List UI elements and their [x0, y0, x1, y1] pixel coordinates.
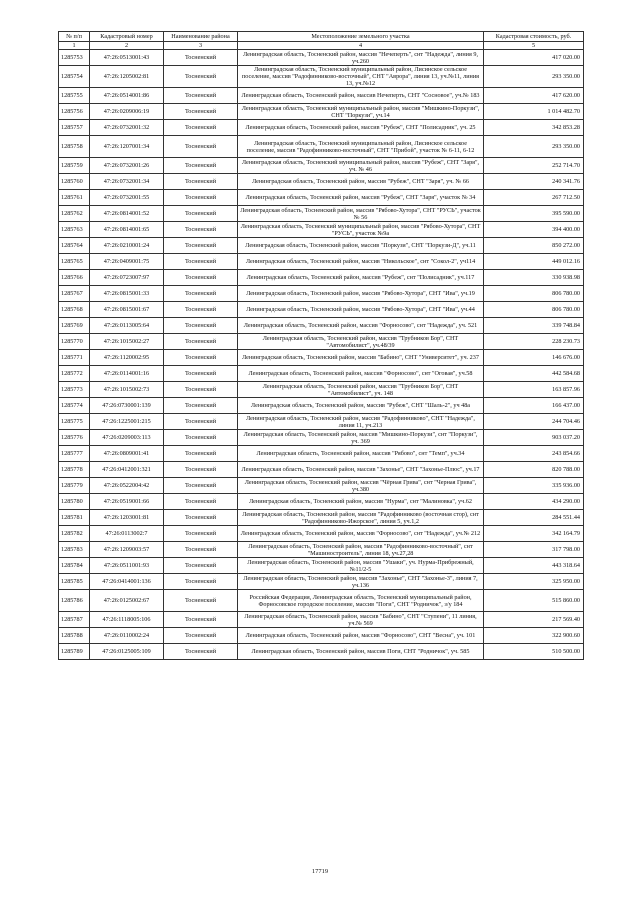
cadastral-number-cell: 47:26:1118005:106 [90, 612, 164, 628]
row-number-cell: 1285769 [59, 318, 90, 334]
cadastral-number-cell: 47:26:0113002:7 [90, 526, 164, 542]
location-cell: Ленинградская область, Тосненский район, массив "Рябово-Хутора", СНТ "Ива", уч.19 [238, 286, 484, 302]
row-number-cell: 1285789 [59, 644, 90, 660]
row-number-cell: 1285756 [59, 104, 90, 120]
table-row [59, 414, 584, 430]
cadastral-value-cell: 806 780.00 [484, 302, 584, 318]
header-cadastral-value: Кадастровая стоимость, руб. [484, 32, 584, 42]
cadastral-number-cell: 47:26:0110002:24 [90, 628, 164, 644]
location-cell: Ленинградская область, Тосненский район, массив "Мишкино-Поркузи", снт "Поркузи", уч. 369 [238, 430, 484, 446]
cadastral-value-cell: 166 437.00 [484, 398, 584, 414]
cadastral-value-cell: 267 712.50 [484, 190, 584, 206]
table-row [59, 136, 584, 158]
cadastral-value-cell: 330 938.98 [484, 270, 584, 286]
district-cell: Тосненский [164, 302, 238, 318]
cadastral-value-cell: 342 853.28 [484, 120, 584, 136]
cadastral-value-cell: 510 500.00 [484, 644, 584, 660]
location-cell: Ленинградская область, Тосненский район, массив "Бабино", СНТ "Ступени", 11 линия, уч.№ 569 [238, 612, 484, 628]
table-body [59, 50, 584, 660]
cadastral-number-cell: 47:26:0732001:26 [90, 158, 164, 174]
cadastral-number-cell: 47:26:0522004:42 [90, 478, 164, 494]
row-number-cell: 1285782 [59, 526, 90, 542]
header-district: Наименование района [164, 32, 238, 42]
location-cell: Ленинградская область, Тосненский район, массив "Ушаки", уч. Нурма-Прибрежный, №11/2-5 [238, 558, 484, 574]
cadastral-number-cell: 47:26:1207001:34 [90, 136, 164, 158]
location-cell: Ленинградская область, Тосненский район, массив "Рубеж", СНТ "Заря", уч. № 66 [238, 174, 484, 190]
cadastral-number-cell: 47:26:0125002:67 [90, 590, 164, 612]
column-number: 3 [164, 42, 238, 50]
table-row [59, 494, 584, 510]
cadastral-value-cell: 903 037.20 [484, 430, 584, 446]
cadastral-number-cell: 47:26:1015002:73 [90, 382, 164, 398]
district-cell: Тосненский [164, 206, 238, 222]
district-cell: Тосненский [164, 158, 238, 174]
location-cell: Ленинградская область, Тосненский район, массив "Рубеж", СНТ "Заря", участок № 34 [238, 190, 484, 206]
location-cell: Ленинградская область, Тосненский район, массив "Никольское", снт "Сокол-2", уч114 [238, 254, 484, 270]
table-row [59, 612, 584, 628]
cadastral-number-cell: 47:26:0809001:41 [90, 446, 164, 462]
cadastral-value-cell: 146 676.00 [484, 350, 584, 366]
district-cell: Тосненский [164, 66, 238, 88]
location-cell: Ленинградская область, Тосненский район, массив "Нечеперть", снт "Надежда", линия 9, уч.260 [238, 50, 484, 66]
table-row [59, 222, 584, 238]
table-row [59, 510, 584, 526]
district-cell: Тосненский [164, 430, 238, 446]
district-cell: Тосненский [164, 238, 238, 254]
table-row [59, 302, 584, 318]
column-number: 4 [238, 42, 484, 50]
cadastral-number-cell: 47:26:1015002:27 [90, 334, 164, 350]
column-number: 1 [59, 42, 90, 50]
table-row [59, 590, 584, 612]
location-cell: Ленинградская область, Тосненский район, массив "Нурма", снт "Малиновка", уч.62 [238, 494, 484, 510]
column-number-row [59, 42, 584, 50]
cadastral-number-cell: 47:26:1205002:81 [90, 66, 164, 88]
row-number-cell: 1285770 [59, 334, 90, 350]
cadastral-value-cell: 395 590.00 [484, 206, 584, 222]
location-cell: Ленинградская область, Тосненский район, массив "Трубников Бор", СНТ "Автомобилист", уч.48/39 [238, 334, 484, 350]
cadastral-number-cell: 47:26:0209006:19 [90, 104, 164, 120]
location-cell: Ленинградская область, Тосненский район, массив "Рябово-Хутора", СНТ "РУСЬ", участок № 56 [238, 206, 484, 222]
district-cell: Тосненский [164, 382, 238, 398]
district-cell: Тосненский [164, 510, 238, 526]
district-cell: Тосненский [164, 414, 238, 430]
location-cell: Ленинградская область, Тосненский муниципальный район, массив "Мишкино-Поркузи", СНТ "Поркузи", уч.14 [238, 104, 484, 120]
cadastral-number-cell: 47:26:0513001:43 [90, 50, 164, 66]
district-cell: Тосненский [164, 574, 238, 590]
district-cell: Тосненский [164, 190, 238, 206]
table-row [59, 238, 584, 254]
header-location: Местоположение земельного участка [238, 32, 484, 42]
cadastral-value-cell: 417 620.00 [484, 88, 584, 104]
district-cell: Тосненский [164, 270, 238, 286]
cadastral-value-cell: 217 569.40 [484, 612, 584, 628]
cadastral-number-cell: 47:26:0210001:24 [90, 238, 164, 254]
row-number-cell: 1285772 [59, 366, 90, 382]
table-row [59, 350, 584, 366]
cadastral-value-cell: 325 950.00 [484, 574, 584, 590]
table-row [59, 558, 584, 574]
row-number-cell: 1285775 [59, 414, 90, 430]
cadastral-value-cell: 1 014 482.70 [484, 104, 584, 120]
district-cell: Тосненский [164, 542, 238, 558]
district-cell: Тосненский [164, 398, 238, 414]
cadastral-value-cell: 820 788.00 [484, 462, 584, 478]
location-cell: Ленинградская область, Тосненский муниципальный район, Лисинское сельское поселение, массив "Радофинниково-восточный", СНТ "Аврора", линия 13, уч.№11, линия 13, уч.№12 [238, 66, 484, 88]
district-cell: Тосненский [164, 222, 238, 238]
cadastral-number-cell: 47:26:0519001:66 [90, 494, 164, 510]
table-row [59, 174, 584, 190]
cadastral-number-cell: 47:26:0732001:55 [90, 190, 164, 206]
cadastral-number-cell: 47:26:0815001:33 [90, 286, 164, 302]
row-number-cell: 1285785 [59, 574, 90, 590]
district-cell: Тосненский [164, 526, 238, 542]
table-row [59, 478, 584, 494]
location-cell: Ленинградская область, Тосненский муниципальный район, массив "Рябово-Хутора", СНТ "РУСЬ", участок №9а [238, 222, 484, 238]
cadastral-value-table [58, 31, 584, 660]
district-cell: Тосненский [164, 612, 238, 628]
cadastral-value-cell: 515 860.00 [484, 590, 584, 612]
location-cell: Ленинградская область, Тосненский район, массив "Форносово", снт "Оговая", уч.58 [238, 366, 484, 382]
cadastral-value-cell: 850 272.00 [484, 238, 584, 254]
location-cell: Ленинградская область, Тосненский район, массив "Захонье", СНТ "Захонье-3", линия 7, уч.136 [238, 574, 484, 590]
district-cell: Тосненский [164, 590, 238, 612]
table-row [59, 206, 584, 222]
row-number-cell: 1285784 [59, 558, 90, 574]
cadastral-number-cell: 47:26:1209003:57 [90, 542, 164, 558]
table-row [59, 446, 584, 462]
cadastral-value-cell: 284 551.44 [484, 510, 584, 526]
table-row [59, 334, 584, 350]
cadastral-number-cell: 47:26:0125005:109 [90, 644, 164, 660]
location-cell: Ленинградская область, Тосненский район, массив "Захонье", СНТ "Захонье-Плюс", уч.17 [238, 462, 484, 478]
location-cell: Ленинградская область, Тосненский район, массив Нечеперть, СНТ "Сосновое", уч.№ 183 [238, 88, 484, 104]
cadastral-number-cell: 47:26:0409001:75 [90, 254, 164, 270]
table-row [59, 644, 584, 660]
row-number-cell: 1285753 [59, 50, 90, 66]
district-cell: Тосненский [164, 136, 238, 158]
location-cell: Ленинградская область, Тосненский район, массив "Поркузи", СНТ "Поркузи-Д", уч.11 [238, 238, 484, 254]
district-cell: Тосненский [164, 628, 238, 644]
cadastral-value-cell: 442 584.68 [484, 366, 584, 382]
table-row [59, 88, 584, 104]
table-row [59, 286, 584, 302]
district-cell: Тосненский [164, 446, 238, 462]
cadastral-number-cell: 47:26:0732001:34 [90, 174, 164, 190]
table-row [59, 254, 584, 270]
location-cell: Ленинградская область, Тосненский район, массив "Форносово", снт "Надежда", уч. 521 [238, 318, 484, 334]
cadastral-value-cell: 244 704.46 [484, 414, 584, 430]
cadastral-number-cell: 47:26:1120002:95 [90, 350, 164, 366]
location-cell: Российская Федерация, Ленинградская область, Тосненский муниципальный район, Форносовское городское поселение, массив "Поги", СНТ "Родничок", з/у 184 [238, 590, 484, 612]
row-number-cell: 1285786 [59, 590, 90, 612]
cadastral-value-cell: 228 230.73 [484, 334, 584, 350]
location-cell: Ленинградская область, Тосненский район, массив "Рубеж", СНТ "Шаль-2", уч 48а [238, 398, 484, 414]
header-row [59, 32, 584, 42]
cadastral-value-cell: 449 012.16 [484, 254, 584, 270]
cadastral-number-cell: 47:26:1203001:81 [90, 510, 164, 526]
cadastral-number-cell: 47:26:0514001:86 [90, 88, 164, 104]
row-number-cell: 1285774 [59, 398, 90, 414]
location-cell: Ленинградская область, Тосненский район, массив "Бабино", СНТ "Университет", уч. 237 [238, 350, 484, 366]
cadastral-value-cell: 240 341.76 [484, 174, 584, 190]
cadastral-value-cell: 434 290.00 [484, 494, 584, 510]
cadastral-number-cell: 47:26:0723007:97 [90, 270, 164, 286]
row-number-cell: 1285755 [59, 88, 90, 104]
location-cell: Ленинградская область, Тосненский район, массив "Рябово", снт "Темп", уч.34 [238, 446, 484, 462]
district-cell: Тосненский [164, 558, 238, 574]
row-number-cell: 1285780 [59, 494, 90, 510]
district-cell: Тосненский [164, 174, 238, 190]
district-cell: Тосненский [164, 120, 238, 136]
district-cell: Тосненский [164, 286, 238, 302]
district-cell: Тосненский [164, 318, 238, 334]
cadastral-number-cell: 47:26:0209003:113 [90, 430, 164, 446]
row-number-cell: 1285781 [59, 510, 90, 526]
cadastral-number-cell: 47:26:0113005:64 [90, 318, 164, 334]
cadastral-number-cell: 47:26:0511001:93 [90, 558, 164, 574]
row-number-cell: 1285783 [59, 542, 90, 558]
header-row-number: № п/п [59, 32, 90, 42]
table-row [59, 398, 584, 414]
table-row [59, 430, 584, 446]
cadastral-value-cell: 394 400.00 [484, 222, 584, 238]
page-number: 17719 [311, 868, 329, 875]
table-row [59, 158, 584, 174]
table-row [59, 574, 584, 590]
row-number-cell: 1285754 [59, 66, 90, 88]
location-cell: Ленинградская область, Тосненский район, массив "Форносово", СНТ "Весна", уч. 101 [238, 628, 484, 644]
location-cell: Ленинградская область, Тосненский район, массив "Рябово-Хутора", СНТ "Ива", уч.44 [238, 302, 484, 318]
cadastral-number-cell: 47:26:0412001:321 [90, 462, 164, 478]
district-cell: Тосненский [164, 462, 238, 478]
cadastral-value-cell: 243 854.66 [484, 446, 584, 462]
table-row [59, 120, 584, 136]
location-cell: Ленинградская область, Тосненский район, массив "Трубников Бор", СНТ "Автомобилист", уч. 148 [238, 382, 484, 398]
row-number-cell: 1285777 [59, 446, 90, 462]
table-row [59, 542, 584, 558]
table-row [59, 318, 584, 334]
cadastral-number-cell: 47:26:0114001:16 [90, 366, 164, 382]
location-cell: Ленинградская область, Тосненский муниципальный район, Лисинское сельское поселение, массив "Радофинниково-восточный", СНТ "Прибой", участок № 6-11, 6-12 [238, 136, 484, 158]
table-row [59, 270, 584, 286]
row-number-cell: 1285762 [59, 206, 90, 222]
cadastral-value-cell: 342 164.79 [484, 526, 584, 542]
row-number-cell: 1285771 [59, 350, 90, 366]
cadastral-number-cell: 47:26:0814001:65 [90, 222, 164, 238]
column-number: 2 [90, 42, 164, 50]
location-cell: Ленинградская область, Тосненский район, массив "Рубеж", СНТ "Полисадник", уч. 25 [238, 120, 484, 136]
table-row [59, 462, 584, 478]
cadastral-value-cell: 443 318.64 [484, 558, 584, 574]
location-cell: Ленинградская область, Тосненский район, массив "Рубеж", снт "Полисадник", уч.117 [238, 270, 484, 286]
row-number-cell: 1285758 [59, 136, 90, 158]
table-row [59, 50, 584, 66]
row-number-cell: 1285764 [59, 238, 90, 254]
header-cadastral-number: Кадастровый номер [90, 32, 164, 42]
row-number-cell: 1285787 [59, 612, 90, 628]
location-cell: Ленинградская область, Тосненский район, массив Поги, СНТ "Родничок", уч. 585 [238, 644, 484, 660]
location-cell: Ленинградская область, Тосненский район, массив "Радофинниково", СНТ "Надежда", линия 11, уч.213 [238, 414, 484, 430]
district-cell: Тосненский [164, 334, 238, 350]
cadastral-value-cell: 293 350.00 [484, 136, 584, 158]
location-cell: Ленинградская область, Тосненский район, массив "Форносово", снт "Надежда", уч.№ 212 [238, 526, 484, 542]
district-cell: Тосненский [164, 104, 238, 120]
district-cell: Тосненский [164, 644, 238, 660]
row-number-cell: 1285759 [59, 158, 90, 174]
row-number-cell: 1285778 [59, 462, 90, 478]
cadastral-value-cell: 317 798.00 [484, 542, 584, 558]
row-number-cell: 1285776 [59, 430, 90, 446]
table-row [59, 104, 584, 120]
cadastral-value-cell: 163 857.96 [484, 382, 584, 398]
location-cell: Ленинградская область, Тосненский район, массив "Чёрная Грива", снт "Черная Грива", уч.380 [238, 478, 484, 494]
table-row [59, 66, 584, 88]
row-number-cell: 1285766 [59, 270, 90, 286]
cadastral-value-cell: 335 936.00 [484, 478, 584, 494]
row-number-cell: 1285763 [59, 222, 90, 238]
row-number-cell: 1285773 [59, 382, 90, 398]
cadastral-number-cell: 47:26:1225001:215 [90, 414, 164, 430]
cadastral-value-cell: 293 350.00 [484, 66, 584, 88]
row-number-cell: 1285765 [59, 254, 90, 270]
district-cell: Тосненский [164, 88, 238, 104]
district-cell: Тосненский [164, 50, 238, 66]
row-number-cell: 1285788 [59, 628, 90, 644]
cadastral-value-table-page [58, 31, 583, 660]
location-cell: Ленинградская область, Тосненский район, массив "Радофинниково (восточная стор), снт "Радофинниково-Ижорское", линия 5, уч.1,2 [238, 510, 484, 526]
row-number-cell: 1285779 [59, 478, 90, 494]
district-cell: Тосненский [164, 478, 238, 494]
table-row [59, 190, 584, 206]
district-cell: Тосненский [164, 494, 238, 510]
cadastral-value-cell: 252 714.70 [484, 158, 584, 174]
cadastral-value-cell: 322 900.60 [484, 628, 584, 644]
column-number: 5 [484, 42, 584, 50]
cadastral-value-cell: 417 020.00 [484, 50, 584, 66]
location-cell: Ленинградская область, Тосненский район, массив "Радофинниково-восточный", снт "Машиностроитель", линия 18, уч.27,28 [238, 542, 484, 558]
table-row [59, 382, 584, 398]
row-number-cell: 1285761 [59, 190, 90, 206]
table-row [59, 628, 584, 644]
row-number-cell: 1285760 [59, 174, 90, 190]
table-row [59, 366, 584, 382]
district-cell: Тосненский [164, 254, 238, 270]
location-cell: Ленинградская область, Тосненский муниципальный район, массив "Рубеж", СНТ "Заря", уч. № 46 [238, 158, 484, 174]
cadastral-value-cell: 339 748.84 [484, 318, 584, 334]
table-row [59, 526, 584, 542]
row-number-cell: 1285767 [59, 286, 90, 302]
cadastral-number-cell: 47:26:0732001:32 [90, 120, 164, 136]
cadastral-number-cell: 47:26:0730001:139 [90, 398, 164, 414]
cadastral-number-cell: 47:26:0814001:52 [90, 206, 164, 222]
district-cell: Тосненский [164, 350, 238, 366]
cadastral-number-cell: 47:26:0414001:136 [90, 574, 164, 590]
district-cell: Тосненский [164, 366, 238, 382]
cadastral-number-cell: 47:26:0815001:67 [90, 302, 164, 318]
cadastral-value-cell: 806 780.00 [484, 286, 584, 302]
row-number-cell: 1285757 [59, 120, 90, 136]
row-number-cell: 1285768 [59, 302, 90, 318]
